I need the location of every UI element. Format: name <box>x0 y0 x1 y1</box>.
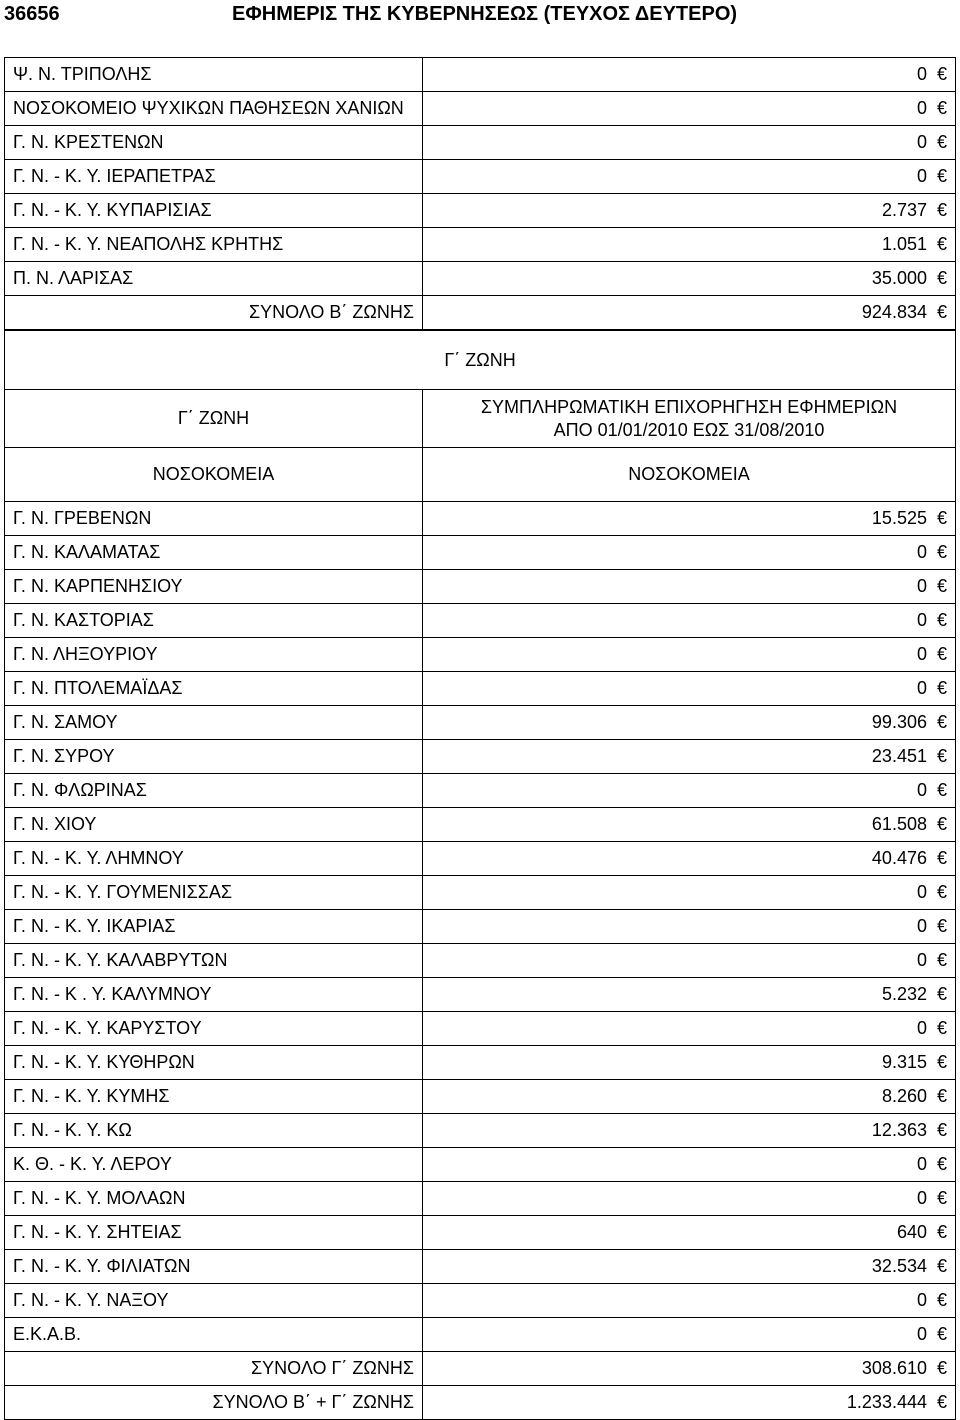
amount-cell <box>423 842 956 876</box>
amount-cell <box>423 194 956 228</box>
table-row <box>5 1216 956 1250</box>
euro-symbol: € <box>936 746 947 766</box>
table-row <box>5 126 956 160</box>
table-row <box>5 92 956 126</box>
euro-symbol: € <box>936 882 947 902</box>
amount-value: 2.737 <box>881 200 927 220</box>
euro-symbol: € <box>936 1290 947 1310</box>
zone-c-subheader-row <box>5 448 956 502</box>
amount-cell <box>423 1080 956 1114</box>
amount-cell <box>423 1250 956 1284</box>
table-row <box>5 774 956 808</box>
table-row <box>5 638 956 672</box>
hospital-name-cell: Γ. Ν. ΚΑΣΤΟΡΙΑΣ <box>5 604 423 638</box>
hospital-name-cell: Γ. Ν. - Κ. Υ. ΝΑΞΟΥ <box>5 1284 423 1318</box>
table-row <box>5 740 956 774</box>
amount-cell <box>423 126 956 160</box>
amount-value: 0 <box>916 950 927 970</box>
amount-cell <box>423 774 956 808</box>
euro-symbol: € <box>936 1154 947 1174</box>
amount-cell <box>423 1216 956 1250</box>
euro-symbol: € <box>936 64 947 84</box>
total-label-cell: ΣΥΝΟΛΟ Β΄ ΖΩΝΗΣ <box>5 296 423 330</box>
amount-value: 0 <box>916 98 927 118</box>
euro-symbol: € <box>936 98 947 118</box>
hospital-name-cell: Γ. Ν. ΚΑΛΑΜΑΤΑΣ <box>5 536 423 570</box>
amount-cell <box>423 502 956 536</box>
amount-value: 0 <box>916 610 927 630</box>
amount-cell <box>423 92 956 126</box>
amount-cell <box>423 228 956 262</box>
amount-cell <box>423 1182 956 1216</box>
table-row <box>5 502 956 536</box>
total-row <box>5 1386 956 1420</box>
amount-cell <box>423 1114 956 1148</box>
table-row <box>5 1250 956 1284</box>
amount-cell <box>423 910 956 944</box>
amount-value: 5.232 <box>881 984 927 1004</box>
total-label-cell: ΣΥΝΟΛΟ Γ΄ ΖΩΝΗΣ <box>5 1352 423 1386</box>
euro-symbol: € <box>936 814 947 834</box>
amount-value: 0 <box>916 1018 927 1038</box>
zone-c-title: Γ΄ ΖΩΝΗ <box>5 331 956 390</box>
hospital-name-cell: Γ. Ν. - Κ. Υ. ΚΥΜΗΣ <box>5 1080 423 1114</box>
table-row <box>5 1114 956 1148</box>
euro-symbol: € <box>936 1222 947 1242</box>
euro-symbol: € <box>936 508 947 528</box>
amount-value: 924.834 <box>861 302 927 322</box>
amount-cell <box>423 1284 956 1318</box>
table-row <box>5 160 956 194</box>
euro-symbol: € <box>936 950 947 970</box>
table-row <box>5 1148 956 1182</box>
hospital-name-cell: Γ. Ν. ΚΑΡΠΕΝΗΣΙΟΥ <box>5 570 423 604</box>
total-label-cell: ΣΥΝΟΛΟ Β΄ + Γ΄ ΖΩΝΗΣ <box>5 1386 423 1420</box>
table-row <box>5 808 956 842</box>
hospital-name-cell: Γ. Ν. - Κ. Υ. ΚΩ <box>5 1114 423 1148</box>
amount-value: 0 <box>916 780 927 800</box>
amount-value: 12.363 <box>871 1120 927 1140</box>
amount-value: 0 <box>916 1154 927 1174</box>
amount-value: 0 <box>916 1188 927 1208</box>
amount-value: 40.476 <box>871 848 927 868</box>
hospital-name-cell: Ε.Κ.Α.Β. <box>5 1318 423 1352</box>
total-row <box>5 296 956 330</box>
amount-cell <box>423 876 956 910</box>
amount-cell <box>423 1046 956 1080</box>
hospital-name-cell: Γ. Ν. - Κ. Υ. ΣΗΤΕΙΑΣ <box>5 1216 423 1250</box>
amount-cell <box>423 58 956 92</box>
hospital-name-cell: Γ. Ν. - Κ. Υ. ΚΥΠΑΡΙΣΙΑΣ <box>5 194 423 228</box>
amount-cell <box>423 160 956 194</box>
amount-cell <box>423 740 956 774</box>
amount-value: 0 <box>916 132 927 152</box>
amount-value: 9.315 <box>881 1052 927 1072</box>
euro-symbol: € <box>936 132 947 152</box>
euro-symbol: € <box>936 712 947 732</box>
amount-value: 35.000 <box>871 268 927 288</box>
amount-value: 61.508 <box>871 814 927 834</box>
amount-cell <box>423 604 956 638</box>
zone-c-title-row <box>5 331 956 390</box>
amount-value: 0 <box>916 166 927 186</box>
hospital-name-cell: Γ. Ν. ΛΗΞΟΥΡΙΟΥ <box>5 638 423 672</box>
amount-value: 8.260 <box>881 1086 927 1106</box>
amount-cell <box>423 978 956 1012</box>
euro-symbol: € <box>936 984 947 1004</box>
euro-symbol: € <box>936 1392 947 1412</box>
page-number: 36656 <box>4 3 60 25</box>
amount-cell <box>423 1148 956 1182</box>
euro-symbol: € <box>936 1052 947 1072</box>
euro-symbol: € <box>936 1358 947 1378</box>
zone-c-right-header-line2: ΑΠΟ 01/01/2010 ΕΩΣ 31/08/2010 <box>553 419 825 440</box>
amount-cell <box>423 808 956 842</box>
hospital-name-cell: Γ. Ν. - Κ. Υ. ΝΕΑΠΟΛΗΣ ΚΡΗΤΗΣ <box>5 228 423 262</box>
euro-symbol: € <box>936 1120 947 1140</box>
table-row <box>5 604 956 638</box>
euro-symbol: € <box>936 644 947 664</box>
euro-symbol: € <box>936 678 947 698</box>
hospital-name-cell: Γ. Ν. ΦΛΩΡΙΝΑΣ <box>5 774 423 808</box>
table-row <box>5 842 956 876</box>
euro-symbol: € <box>936 1324 947 1344</box>
table-row <box>5 1012 956 1046</box>
table-row <box>5 570 956 604</box>
hospital-name-cell: Ψ. Ν. ΤΡΙΠΟΛΗΣ <box>5 58 423 92</box>
euro-symbol: € <box>936 1256 947 1276</box>
euro-symbol: € <box>936 848 947 868</box>
table-row <box>5 1046 956 1080</box>
euro-symbol: € <box>936 268 947 288</box>
table-row <box>5 194 956 228</box>
zone-c-header-table <box>4 330 956 502</box>
amount-cell <box>423 1386 956 1420</box>
euro-symbol: € <box>936 916 947 936</box>
amount-cell <box>423 1318 956 1352</box>
table-row <box>5 944 956 978</box>
hospital-name-cell: Γ. Ν. ΣΑΜΟΥ <box>5 706 423 740</box>
amount-cell <box>423 672 956 706</box>
table-row <box>5 228 956 262</box>
table-row <box>5 1284 956 1318</box>
euro-symbol: € <box>936 1188 947 1208</box>
zone-c-left-header: Γ΄ ΖΩΝΗ <box>5 390 423 448</box>
euro-symbol: € <box>936 1086 947 1106</box>
hospital-name-cell: Γ. Ν. ΣΥΡΟΥ <box>5 740 423 774</box>
page-title: ΕΦΗΜΕΡΙΣ ΤΗΣ ΚΥΒΕΡΝΗΣΕΩΣ (ΤΕΥΧΟΣ ΔΕΥΤΕΡΟ) <box>232 3 738 25</box>
amount-cell <box>423 706 956 740</box>
euro-symbol: € <box>936 780 947 800</box>
zone-c-right-header <box>423 390 956 448</box>
amount-cell <box>423 570 956 604</box>
amount-value: 0 <box>916 1324 927 1344</box>
hospital-name-cell: Γ. Ν. - Κ. Υ. ΙΕΡΑΠΕΤΡΑΣ <box>5 160 423 194</box>
amount-value: 0 <box>916 64 927 84</box>
amount-value: 0 <box>916 916 927 936</box>
zone-c-table <box>4 501 956 1420</box>
hospital-name-cell: Γ. Ν. - Κ. Υ. ΚΑΡΥΣΤΟΥ <box>5 1012 423 1046</box>
euro-symbol: € <box>936 542 947 562</box>
hospital-name-cell: Γ. Ν. ΚΡΕΣΤΕΝΩΝ <box>5 126 423 160</box>
amount-value: 640 <box>896 1222 927 1242</box>
table-row <box>5 536 956 570</box>
hospital-name-cell: Γ. Ν. - Κ. Υ. ΚΑΛΑΒΡΥΤΩΝ <box>5 944 423 978</box>
amount-value: 99.306 <box>871 712 927 732</box>
total-row <box>5 1352 956 1386</box>
amount-value: 0 <box>916 678 927 698</box>
amount-cell <box>423 536 956 570</box>
amount-value: 0 <box>916 644 927 664</box>
table-row <box>5 910 956 944</box>
zone-c-right-header-line1: ΣΥΜΠΛΗΡΩΜΑΤΙΚΗ ΕΠΙΧΟΡΗΓΗΣΗ ΕΦΗΜΕΡΙΩΝ <box>480 396 898 417</box>
amount-cell <box>423 296 956 330</box>
amount-cell <box>423 1012 956 1046</box>
euro-symbol: € <box>936 610 947 630</box>
zone-c-column-header-row <box>5 390 956 448</box>
page-header <box>0 0 960 30</box>
amount-value: 0 <box>916 1290 927 1310</box>
amount-value: 15.525 <box>871 508 927 528</box>
euro-symbol: € <box>936 200 947 220</box>
hospital-name-cell: Γ. Ν. - Κ. Υ. ΙΚΑΡΙΑΣ <box>5 910 423 944</box>
hospital-name-cell: Γ. Ν. ΧΙΟΥ <box>5 808 423 842</box>
euro-symbol: € <box>936 302 947 322</box>
hospital-name-cell: Γ. Ν. - Κ . Υ. ΚΑΛΥΜΝΟΥ <box>5 978 423 1012</box>
euro-symbol: € <box>936 166 947 186</box>
hospital-name-cell: Γ. Ν. - Κ. Υ. ΛΗΜΝΟΥ <box>5 842 423 876</box>
euro-symbol: € <box>936 1018 947 1038</box>
table-row <box>5 1080 956 1114</box>
table-row <box>5 978 956 1012</box>
hospital-name-cell: Γ. Ν. - Κ. Υ. ΓΟΥΜΕΝΙΣΣΑΣ <box>5 876 423 910</box>
amount-cell <box>423 638 956 672</box>
table-row <box>5 58 956 92</box>
amount-value: 0 <box>916 542 927 562</box>
hospital-name-cell: Γ. Ν. - Κ. Υ. ΦΙΛΙΑΤΩΝ <box>5 1250 423 1284</box>
table-row <box>5 672 956 706</box>
table-row <box>5 876 956 910</box>
zone-b-table <box>4 57 956 330</box>
table-row <box>5 706 956 740</box>
amount-value: 23.451 <box>871 746 927 766</box>
zone-c-right-subheader: ΝΟΣΟΚΟΜΕΙΑ <box>423 448 956 502</box>
hospital-name-cell: ΝΟΣΟΚΟΜΕΙΟ ΨΥΧΙΚΩΝ ΠΑΘΗΣΕΩΝ ΧΑΝΙΩΝ <box>5 92 423 126</box>
amount-value: 0 <box>916 576 927 596</box>
amount-cell <box>423 944 956 978</box>
amount-value: 0 <box>916 882 927 902</box>
table-row <box>5 1182 956 1216</box>
amount-value: 1.233.444 <box>846 1392 927 1412</box>
amount-value: 1.051 <box>881 234 927 254</box>
table-row <box>5 1318 956 1352</box>
hospital-name-cell: Κ. Θ. - Κ. Υ. ΛΕΡΟΥ <box>5 1148 423 1182</box>
amount-value: 308.610 <box>861 1358 927 1378</box>
hospital-name-cell: Γ. Ν. ΓΡΕΒΕΝΩΝ <box>5 502 423 536</box>
amount-value: 32.534 <box>871 1256 927 1276</box>
hospital-name-cell: Γ. Ν. - Κ. Υ. ΚΥΘΗΡΩΝ <box>5 1046 423 1080</box>
euro-symbol: € <box>936 234 947 254</box>
zone-c-left-subheader: ΝΟΣΟΚΟΜΕΙΑ <box>5 448 423 502</box>
hospital-name-cell: Π. Ν. ΛΑΡΙΣΑΣ <box>5 262 423 296</box>
amount-cell <box>423 1352 956 1386</box>
hospital-name-cell: Γ. Ν. - Κ. Υ. ΜΟΛΑΩΝ <box>5 1182 423 1216</box>
amount-cell <box>423 262 956 296</box>
table-row <box>5 262 956 296</box>
euro-symbol: € <box>936 576 947 596</box>
hospital-name-cell: Γ. Ν. ΠΤΟΛΕΜΑΪΔΑΣ <box>5 672 423 706</box>
